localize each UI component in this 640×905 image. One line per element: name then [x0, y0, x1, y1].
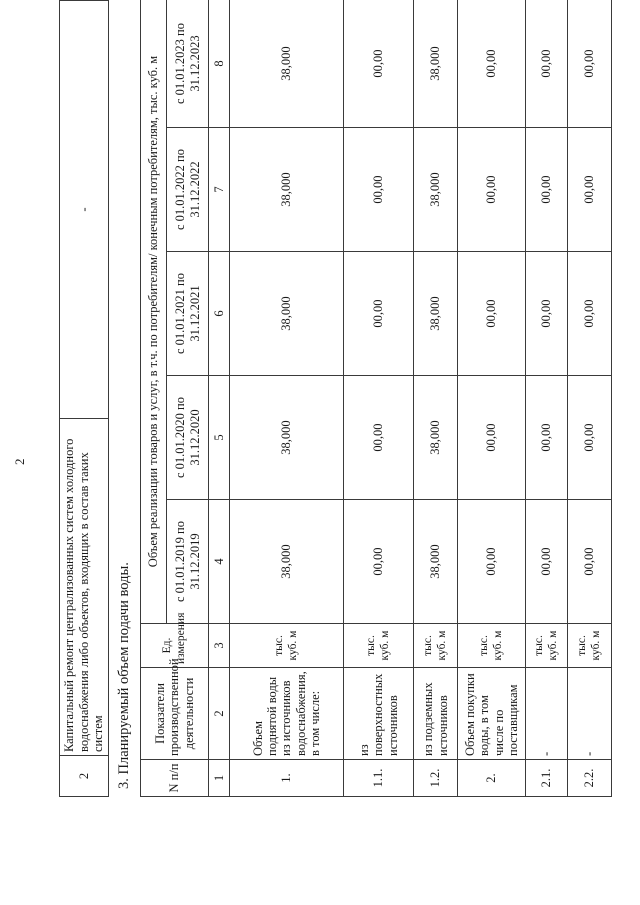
row-value: 38,000 — [414, 128, 458, 252]
index-cell: 6 — [209, 252, 230, 376]
index-cell: 1 — [209, 760, 230, 797]
header-volume: Объем реализации товаров и услуг, в т.ч. по потребителям/ конечным потребителям, тыс. куб. м — [141, 0, 167, 624]
table-row — [414, 0, 458, 797]
header-indicators: Показатели производственной деятельности — [141, 668, 209, 760]
row-value: 00,00 — [458, 0, 526, 128]
index-row — [209, 0, 230, 797]
header-num: N п/п — [141, 760, 209, 797]
row-value: 00,00 — [568, 128, 612, 252]
index-cell: 4 — [209, 500, 230, 624]
table-row — [60, 1, 109, 797]
section-title: 3. Планируемый объем подачи воды. — [116, 562, 132, 789]
row-value: 38,000 — [414, 0, 458, 128]
table-row — [344, 0, 414, 797]
row-value: - — [60, 1, 109, 419]
row-value: 38,000 — [230, 252, 344, 376]
row-value: 00,00 — [526, 252, 568, 376]
table-row — [568, 0, 612, 797]
row-num: 1. — [230, 760, 344, 797]
row-value: 00,00 — [568, 0, 612, 128]
row-num: 1.1. — [344, 760, 414, 797]
row-value: 00,00 — [458, 128, 526, 252]
row-unit: тыс. куб. м — [526, 624, 568, 668]
index-cell: 8 — [209, 0, 230, 128]
index-cell: 3 — [209, 624, 230, 668]
row-value: 00,00 — [568, 252, 612, 376]
row-value: 00,00 — [344, 376, 414, 500]
period-header: с 01.01.2021 по 31.12.2021 — [167, 252, 209, 376]
row-value: 00,00 — [458, 500, 526, 624]
row-value: 38,000 — [230, 128, 344, 252]
row-name: Объем покупки воды, в том числе по поставщикам — [458, 668, 526, 760]
row-value: 00,00 — [458, 376, 526, 500]
row-value: 00,00 — [568, 376, 612, 500]
index-cell: 2 — [209, 668, 230, 760]
row-value: 38,000 — [230, 500, 344, 624]
period-header: с 01.01.2020 по 31.12.2020 — [167, 376, 209, 500]
table-row — [230, 0, 344, 797]
row-value: 00,00 — [526, 376, 568, 500]
row-value: 00,00 — [344, 500, 414, 624]
row-unit: тыс. куб. м — [414, 624, 458, 668]
row-unit: тыс. куб. м — [458, 624, 526, 668]
row-description: Капитальный ремонт централизованных систем холодного водоснабжения либо объектов, входящих в состав таких систем — [60, 419, 109, 756]
row-value: 38,000 — [230, 0, 344, 128]
row-value: 38,000 — [230, 376, 344, 500]
row-unit: тыс. куб. м — [344, 624, 414, 668]
row-value: 00,00 — [568, 500, 612, 624]
index-cell: 5 — [209, 376, 230, 500]
row-value: 00,00 — [526, 128, 568, 252]
row-value: 00,00 — [458, 252, 526, 376]
row-num: 2.1. — [526, 760, 568, 797]
repair-table — [59, 0, 109, 797]
row-value: 38,000 — [414, 252, 458, 376]
row-value: 00,00 — [344, 252, 414, 376]
water-volume-table — [140, 0, 612, 797]
row-name: - — [526, 668, 568, 760]
page-number: 2 — [12, 458, 27, 465]
row-number: 2 — [60, 756, 109, 797]
row-value: 00,00 — [526, 0, 568, 128]
row-value: 38,000 — [414, 500, 458, 624]
row-num: 2.2. — [568, 760, 612, 797]
row-value: 38,000 — [414, 376, 458, 500]
row-name: - — [568, 668, 612, 760]
period-header: с 01.01.2019 по 31.12.2019 — [167, 500, 209, 624]
row-value: 00,00 — [344, 128, 414, 252]
table-row — [458, 0, 526, 797]
row-name: из подземных источников — [414, 668, 458, 760]
row-unit: тыс. куб. м — [568, 624, 612, 668]
row-name: из поверхностных источников — [344, 668, 414, 760]
header-row — [141, 0, 167, 797]
period-header: с 01.01.2022 по 31.12.2022 — [167, 128, 209, 252]
table-row — [526, 0, 568, 797]
row-num: 2. — [458, 760, 526, 797]
period-header: с 01.01.2023 по 31.12.2023 — [167, 0, 209, 128]
index-cell: 7 — [209, 128, 230, 252]
row-value: 00,00 — [526, 500, 568, 624]
header-unit: Ед. измерения — [141, 624, 209, 668]
row-num: 1.2. — [414, 760, 458, 797]
row-value: 00,00 — [344, 0, 414, 128]
row-unit: тыс. куб. м — [230, 624, 344, 668]
row-name: Объем поднятой воды из источников водоснабжения, в том числе: — [230, 668, 344, 760]
